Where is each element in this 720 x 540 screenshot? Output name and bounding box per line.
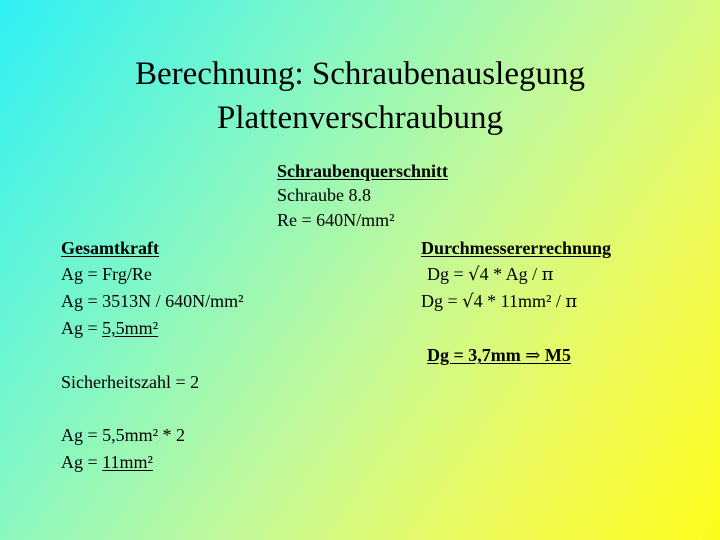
safety-result: [61, 450, 153, 474]
diameter-formula: [427, 262, 554, 287]
title-line-2: Plattenverschraubung: [217, 100, 503, 136]
area-result: [61, 316, 158, 340]
safety-factor: Sicherheitszahl = 2: [61, 372, 200, 392]
area-result-value: 5,5mm²: [102, 318, 159, 338]
safety-multiply: Ag = 5,5mm² * 2: [61, 425, 186, 445]
pi-icon: π: [565, 291, 578, 312]
diameter-formula-right: 4 * Ag /: [479, 264, 542, 284]
area-formula: Ag = Frg/Re: [61, 264, 152, 284]
implies-arrow-icon: ⇒: [525, 345, 541, 366]
yield-strength: Re = 640N/mm²: [277, 210, 395, 230]
diameter-substitution-left: Dg =: [421, 291, 463, 311]
area-result-prefix: Ag =: [61, 318, 103, 338]
diameter-result: [427, 343, 571, 368]
safety-result-prefix: Ag =: [61, 452, 103, 472]
sqrt-icon: √: [468, 264, 480, 285]
pi-icon: π: [541, 264, 554, 285]
diameter-substitution-right: 4 * 11mm² /: [473, 291, 566, 311]
diameter-formula-left: Dg =: [427, 264, 469, 284]
title-line-1: Berechnung: Schraubenauslegung: [135, 56, 585, 92]
bolt-class: Schraube 8.8: [277, 185, 371, 205]
diameter-result-right: M5: [540, 345, 571, 365]
sqrt-icon: √: [462, 291, 474, 312]
slide-title: [0, 52, 720, 140]
diameter-heading: Durchmessererrechnung: [421, 238, 611, 258]
safety-result-value: 11mm²: [102, 452, 153, 472]
diameter-substitution: [421, 289, 577, 314]
diameter-result-left: Dg = 3,7mm: [427, 345, 526, 365]
cross-section-heading: Schraubenquerschnitt: [277, 161, 449, 181]
area-substitution: Ag = 3513N / 640N/mm²: [61, 291, 244, 311]
total-force-heading: Gesamtkraft: [61, 238, 159, 258]
